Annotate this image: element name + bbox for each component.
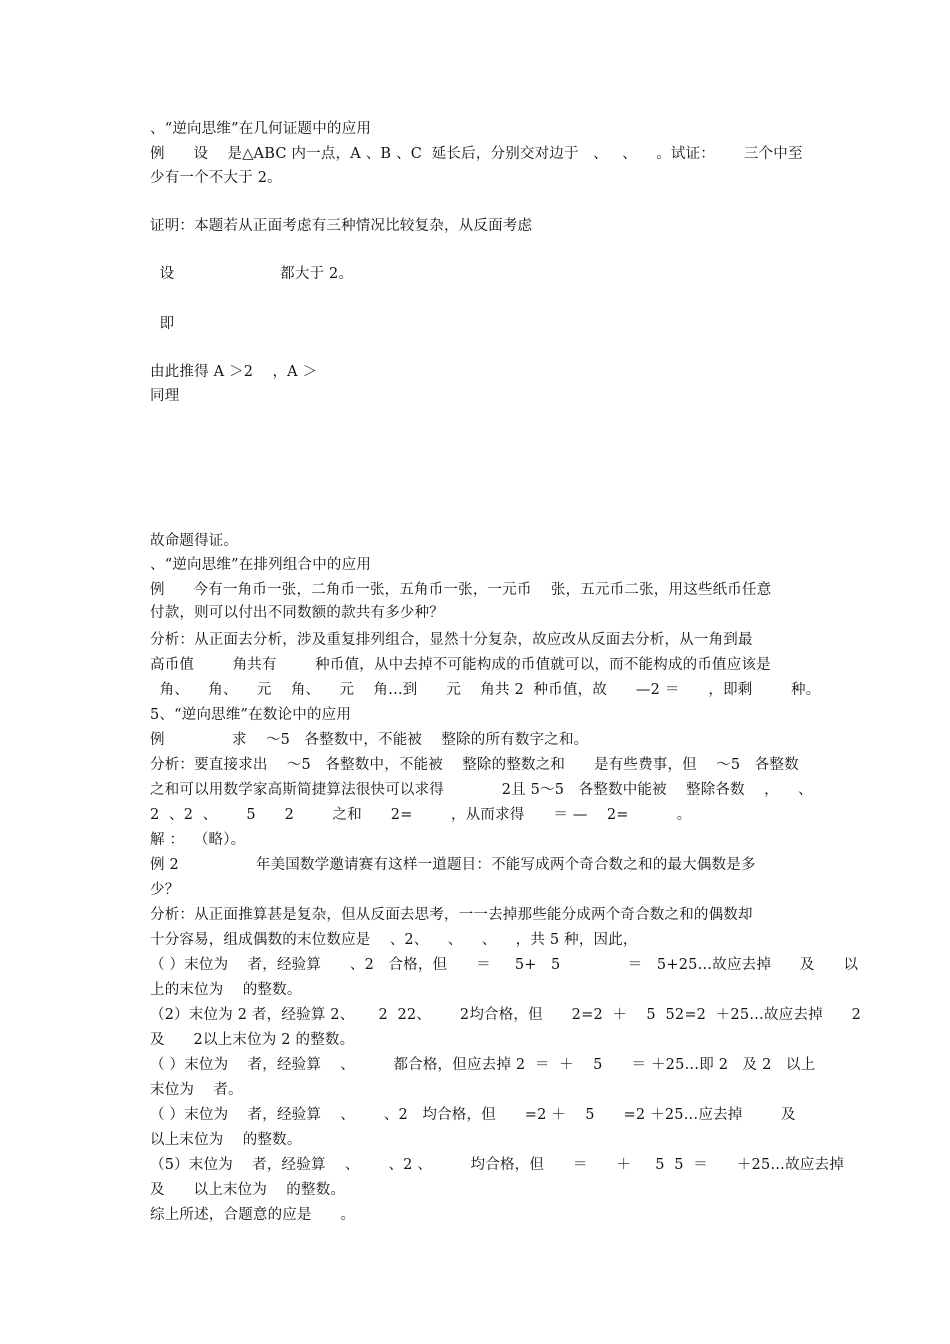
text-line: 少有一个不大于 2。 xyxy=(150,170,282,186)
text-line: 同理 xyxy=(150,388,180,404)
conclusion-line: 故命题得证。 xyxy=(150,533,239,549)
section-heading-number-theory: 5、“逆向思维”在数论中的应用 xyxy=(150,707,352,723)
analysis-line: 分析：从正面推算甚是复杂，但从反面去思考，一一去掉那些能分成两个奇合数之和的偶数却 xyxy=(150,907,753,923)
text-line: 付款，则可以付出不同数额的款共有多少种？ xyxy=(150,605,444,621)
text-line: 即 xyxy=(150,316,175,332)
case-line: （ ）末位为 者，经验算 、2 合格，但 ＝ 5+ 5 ＝ 5+25…故应去掉 及 以 xyxy=(150,957,859,973)
text-line: 之和可以用数学家高斯简捷算法很快可以求得 2且 5～5 各整数中能被 整除各数 ， 、 xyxy=(150,782,813,798)
case-line: （ ）末位为 者，经验算 、 都合格，但应去掉 2 ＝ ＋ 5 ＝ ＋25…即 2 及 2 以上 xyxy=(150,1057,816,1073)
text-line: 及 2以上末位为 2 的整数。 xyxy=(150,1032,355,1048)
text-line: 以上末位为 的整数。 xyxy=(150,1132,302,1148)
text-line: 2 、2 、 5 2 之和 2= ，从而求得 ＝ — 2= 。 xyxy=(150,807,692,823)
solution-line: 解 ： （略）。 xyxy=(150,832,246,848)
text-line: 上的末位为 的整数。 xyxy=(150,982,302,998)
section-heading-geometry: 、“逆向思维”在几何证题中的应用 xyxy=(150,121,372,137)
text-line: 高币值 角共有 种币值，从中去掉不可能构成的币值就可以，而不能构成的币值应该是 xyxy=(150,657,771,673)
analysis-line: 分析：要直接求出 ～5 各整数中，不能被 整除的整数之和 是有些费事，但 ～5 各整数 xyxy=(150,757,799,773)
text-line: 设 都大于 2。 xyxy=(150,266,354,282)
proof-intro: 证明：本题若从正面考虑有三种情况比较复杂，从反面考虑 xyxy=(150,218,533,234)
text-line: 十分容易，组成偶数的末位数应是 、2、 、 、 ，共 5 种，因此， xyxy=(150,932,638,948)
text-line: 少？ xyxy=(150,882,180,898)
example-number-theory: 例 求 ～5 各整数中，不能被 整除的所有数字之和。 xyxy=(150,732,589,748)
analysis-line: 分析：从正面去分析，涉及重复排列组合，显然十分复杂，故应改从反面去分析，从一角到最 xyxy=(150,632,753,648)
text-line: 角、 角、 元 角、 元 角…到 元 角共 2 种币值，故 —2 ＝ ，即剩 种。 xyxy=(150,682,821,698)
text-line: 及 以上末位为 的整数。 xyxy=(150,1182,346,1198)
example-2: 例 2 年美国数学邀请赛有这样一道题目：不能写成两个奇合数之和的最大偶数是多 xyxy=(150,857,756,873)
case-line: （ ）末位为 者，经验算 、 、2 均合格，但 =2 ＋ 5 =2 ＋25…应去掉 及 xyxy=(150,1107,796,1123)
section-heading-combinatorics: 、“逆向思维”在排列组合中的应用 xyxy=(150,557,372,573)
example-combinatorics: 例 今有一角币一张，二角币一张，五角币一张，一元币 张，五元币二张，用这些纸币任意 xyxy=(150,582,772,598)
text-line: 末位为 者。 xyxy=(150,1082,243,1098)
case-line: （5）末位为 者，经验算 、 、2 、 均合格，但 ＝ ＋ 5 5 ＝ ＋25…故应去掉 xyxy=(150,1157,844,1173)
text-line: 由此推得 A ＞2 ，A ＞ xyxy=(150,364,318,380)
example-geometry: 例 设 是△ABC 内一点，A 、B 、C 延长后，分别交对边于 、 、 。试证： 三个中至 xyxy=(150,146,803,162)
summary-line: 综上所述，合题意的应是 。 xyxy=(150,1207,356,1223)
case-line: （2）末位为 2 者，经验算 2、 2 22、 2均合格，但 2=2 ＋ 5 52=2 ＋25…故应去掉 2 xyxy=(150,1007,862,1023)
